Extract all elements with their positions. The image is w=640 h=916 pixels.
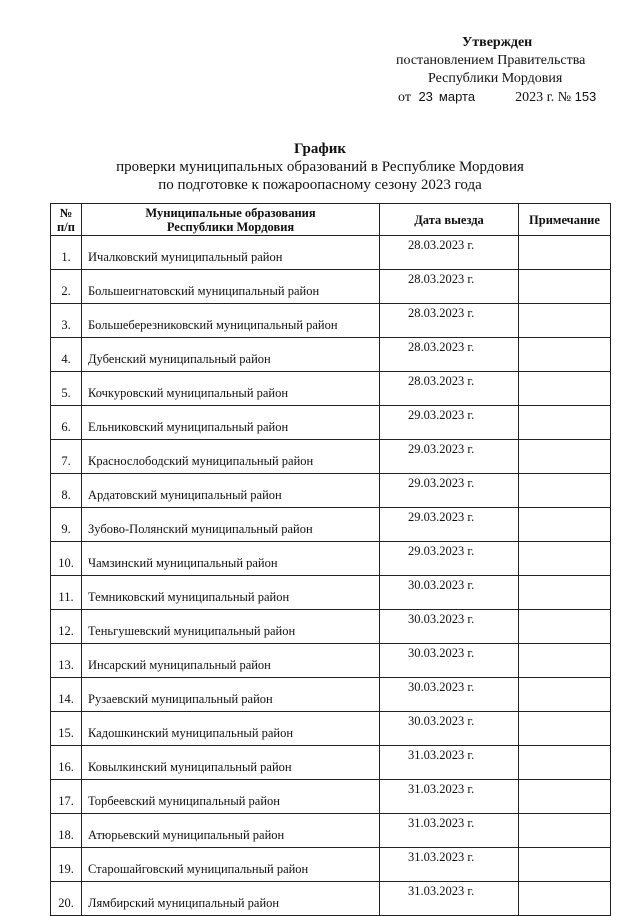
row-date: 31.03.2023 г.: [380, 848, 519, 882]
table-row: [51, 406, 611, 440]
row-number: 8.: [51, 474, 82, 508]
table-row: [51, 508, 611, 542]
row-date: 28.03.2023 г.: [380, 372, 519, 406]
row-note: [519, 746, 611, 780]
row-date: 28.03.2023 г.: [380, 236, 519, 270]
header-note: Примечание: [519, 204, 611, 236]
row-municipality: Теньгушевский муниципальный район: [82, 610, 380, 644]
row-date: 31.03.2023 г.: [380, 882, 519, 916]
row-municipality: Рузаевский муниципальный район: [82, 678, 380, 712]
header-municipality-line-2: Республики Мордовия: [166, 219, 295, 234]
schedule-heading: [0, 140, 640, 194]
row-municipality: Атюрьевский муниципальный район: [82, 814, 380, 848]
table-row: [51, 236, 611, 270]
row-municipality: Старошайговский муниципальный район: [82, 848, 380, 882]
row-municipality: Кадошкинский муниципальный район: [82, 712, 380, 746]
row-note: [519, 678, 611, 712]
row-note: [519, 372, 611, 406]
row-date: 28.03.2023 г.: [380, 304, 519, 338]
row-municipality: Ичалковский муниципальный район: [82, 236, 380, 270]
row-date: 30.03.2023 г.: [380, 678, 519, 712]
approval-title: Утвержден: [462, 35, 533, 50]
schedule-title: График: [293, 141, 347, 157]
row-municipality: Ельниковский муниципальный район: [82, 406, 380, 440]
row-note: [519, 304, 611, 338]
table-row: [51, 678, 611, 712]
row-municipality: Кочкуровский муниципальный район: [82, 372, 380, 406]
row-number: 13.: [51, 644, 82, 678]
row-note: [519, 576, 611, 610]
row-note: [519, 508, 611, 542]
row-note: [519, 474, 611, 508]
table-row: [51, 576, 611, 610]
header-number-line-2: п/п: [57, 219, 75, 234]
row-number: 15.: [51, 712, 82, 746]
row-municipality: Темниковский муниципальный район: [82, 576, 380, 610]
row-date: 28.03.2023 г.: [380, 338, 519, 372]
row-date: 30.03.2023 г.: [380, 610, 519, 644]
row-note: [519, 270, 611, 304]
row-municipality: Инсарский муниципальный район: [82, 644, 380, 678]
row-note: [519, 236, 611, 270]
row-number: 12.: [51, 610, 82, 644]
row-municipality: Ардатовский муниципальный район: [82, 474, 380, 508]
row-number: 6.: [51, 406, 82, 440]
schedule-table: [50, 203, 611, 916]
table-row: [51, 780, 611, 814]
row-number: 14.: [51, 678, 82, 712]
row-municipality: Дубенский муниципальный район: [82, 338, 380, 372]
approval-day: 23: [418, 89, 433, 104]
approval-date-line: [380, 88, 620, 107]
row-number: 17.: [51, 780, 82, 814]
table-row: [51, 746, 611, 780]
table-row: [51, 542, 611, 576]
row-municipality: Лямбирский муниципальный район: [82, 882, 380, 916]
header-number-line-1: №: [59, 205, 73, 220]
row-number: 7.: [51, 440, 82, 474]
header-date: Дата выезда: [380, 204, 519, 236]
row-note: [519, 610, 611, 644]
row-number: 5.: [51, 372, 82, 406]
row-number: 1.: [51, 236, 82, 270]
approval-number: 153: [574, 89, 597, 104]
table-row: [51, 644, 611, 678]
table-row: [51, 712, 611, 746]
row-note: [519, 644, 611, 678]
header-municipality-line-1: Муниципальные образования: [145, 205, 316, 220]
row-number: 19.: [51, 848, 82, 882]
row-date: 29.03.2023 г.: [380, 508, 519, 542]
approval-line-2: постановлением Правительства: [396, 53, 586, 68]
row-note: [519, 814, 611, 848]
row-number: 16.: [51, 746, 82, 780]
table-row: [51, 338, 611, 372]
row-municipality: Краснослободский муниципальный район: [82, 440, 380, 474]
schedule-subtitle-line-2: по подготовке к пожароопасному сезону 2023 года: [158, 177, 482, 193]
row-note: [519, 338, 611, 372]
row-note: [519, 406, 611, 440]
row-number: 10.: [51, 542, 82, 576]
row-municipality: Ковылкинский муниципальный район: [82, 746, 380, 780]
row-municipality: Большеберезниковский муниципальный район: [82, 304, 380, 338]
row-note: [519, 712, 611, 746]
approval-month: марта: [438, 89, 476, 104]
row-number: 18.: [51, 814, 82, 848]
table-row: [51, 270, 611, 304]
row-number: 20.: [51, 882, 82, 916]
row-municipality: Чамзинский муниципальный район: [82, 542, 380, 576]
header-municipality: [82, 204, 380, 236]
row-municipality: Зубово-Полянский муниципальный район: [82, 508, 380, 542]
row-number: 9.: [51, 508, 82, 542]
schedule-subtitle-line-1: проверки муниципальных образований в Республике Мордовия: [116, 159, 524, 175]
header-number: [51, 204, 82, 236]
row-date: 31.03.2023 г.: [380, 814, 519, 848]
row-number: 4.: [51, 338, 82, 372]
row-date: 30.03.2023 г.: [380, 576, 519, 610]
row-number: 3.: [51, 304, 82, 338]
row-note: [519, 542, 611, 576]
table-row: [51, 814, 611, 848]
row-date: 31.03.2023 г.: [380, 746, 519, 780]
table-row: [51, 304, 611, 338]
row-note: [519, 780, 611, 814]
table-row: [51, 610, 611, 644]
row-date: 31.03.2023 г.: [380, 780, 519, 814]
row-note: [519, 440, 611, 474]
row-date: 29.03.2023 г.: [380, 406, 519, 440]
approval-year: 2023 г. №: [515, 90, 572, 105]
row-date: 30.03.2023 г.: [380, 644, 519, 678]
row-date: 29.03.2023 г.: [380, 474, 519, 508]
table-row: [51, 882, 611, 916]
table-row: [51, 440, 611, 474]
approval-line-3: Республики Мордовия: [428, 71, 563, 86]
row-date: 28.03.2023 г.: [380, 270, 519, 304]
row-note: [519, 848, 611, 882]
row-number: 2.: [51, 270, 82, 304]
table-header-row: [51, 204, 611, 236]
table-row: [51, 372, 611, 406]
approval-block: [380, 34, 620, 107]
row-note: [519, 882, 611, 916]
row-municipality: Большеигнатовский муниципальный район: [82, 270, 380, 304]
row-date: 30.03.2023 г.: [380, 712, 519, 746]
table-row: [51, 474, 611, 508]
row-number: 11.: [51, 576, 82, 610]
table-row: [51, 848, 611, 882]
row-date: 29.03.2023 г.: [380, 440, 519, 474]
row-municipality: Торбеевский муниципальный район: [82, 780, 380, 814]
row-date: 29.03.2023 г.: [380, 542, 519, 576]
approval-prefix: от: [398, 90, 411, 105]
